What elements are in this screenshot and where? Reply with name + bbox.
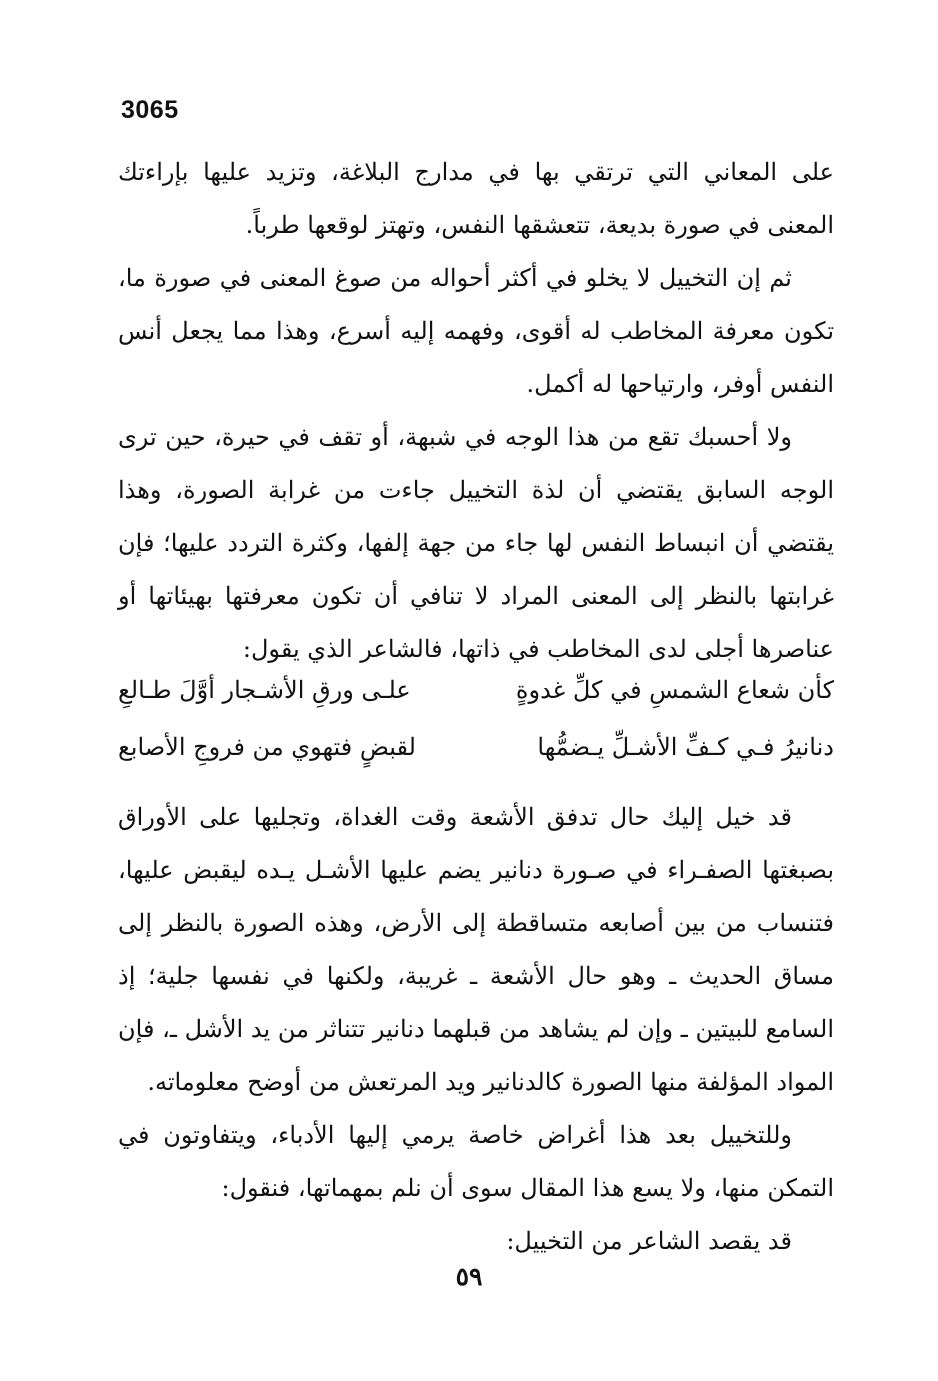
verse-first-hemistich: كأن شعاع الشمسِ في كلِّ غدوةٍ <box>515 676 834 704</box>
verse-second-hemistich: علـى ورقِ الأشـجار أوَّلَ طـالعِ <box>118 676 411 704</box>
body-text-bottom <box>118 791 834 1268</box>
verse-second-hemistich: لقبضٍ فتهوي من فروجِ الأصابع <box>118 733 416 761</box>
paragraph: على المعاني التي ترتقي بها في مدارج البلاغة، وتزيد عليها بإراءتك المعنى في صورة بديعة، تتعشقها النفس، وتهتز لوقعها طرباً. <box>118 158 834 239</box>
document-number: 3065 <box>121 96 179 124</box>
poem-verses <box>118 662 834 776</box>
body-text-top <box>118 146 834 676</box>
paragraph: ولا أحسبك تقع من هذا الوجه في شبهة، أو تقف في حيرة، حين ترى الوجه السابق يقتضي أن لذة التخييل جاءت من غرابة الصورة، وهذا يقتضي أن انبساط النفس لها جاء من جهة إلفها، وكثرة التردد عليها؛ فإن غرابتها بالنظر إلى المعنى المراد لا تنافي أن تكون معرفتها بهيئاتها أو عناصرها أجلى لدى المخاطب في ذاتها، فالشاعر الذي يقول: <box>118 423 834 663</box>
paragraph: قد يقصد الشاعر من التخييل: <box>506 1227 792 1255</box>
page-number: ٥٩ <box>455 1262 483 1291</box>
paragraph: قد خيل إليك حال تدفق الأشعة وقت الغداة، وتجليها على الأوراق بصبغتها الصفـراء في صـورة دنانير يضم عليها الأشـل يـده ليقبض عليها، فتنساب من بين أصابعه متساقطة إلى الأرض، وهذه الصورة بالنظر إلى مساق الحديث ـ وهو حال الأشعة ـ غريبة، ولكنها في نفسها جلية؛ إذ السامع للبيتين ـ وإن لم يشاهد من قبلهما دنانير تتناثر من يد الأشل ـ، فإن المواد المؤلفة منها الصورة كالدنانير ويد المرتعش من أوضح معلوماته. <box>118 803 834 1096</box>
verse-line <box>118 662 834 719</box>
verse-line <box>118 719 834 776</box>
paragraph: وللتخييل بعد هذا أغراض خاصة يرمي إليها الأدباء، ويتفاوتون في التمكن منها، ولا يسع هذا المقال سوى أن نلم بمهماتها، فنقول: <box>118 1121 834 1202</box>
paragraph: ثم إن التخييل لا يخلو في أكثر أحواله من صوغ المعنى في صورة ما، تكون معرفة المخاطب له أقوى، وفهمه إليه أسرع، وهذا مما يجعل أنس النفس أوفر، وارتياحها له أكمل. <box>118 264 834 398</box>
verse-first-hemistich: دنانيرُ فـي كـفِّ الأشـلِّ يـضمُّها <box>537 733 834 761</box>
